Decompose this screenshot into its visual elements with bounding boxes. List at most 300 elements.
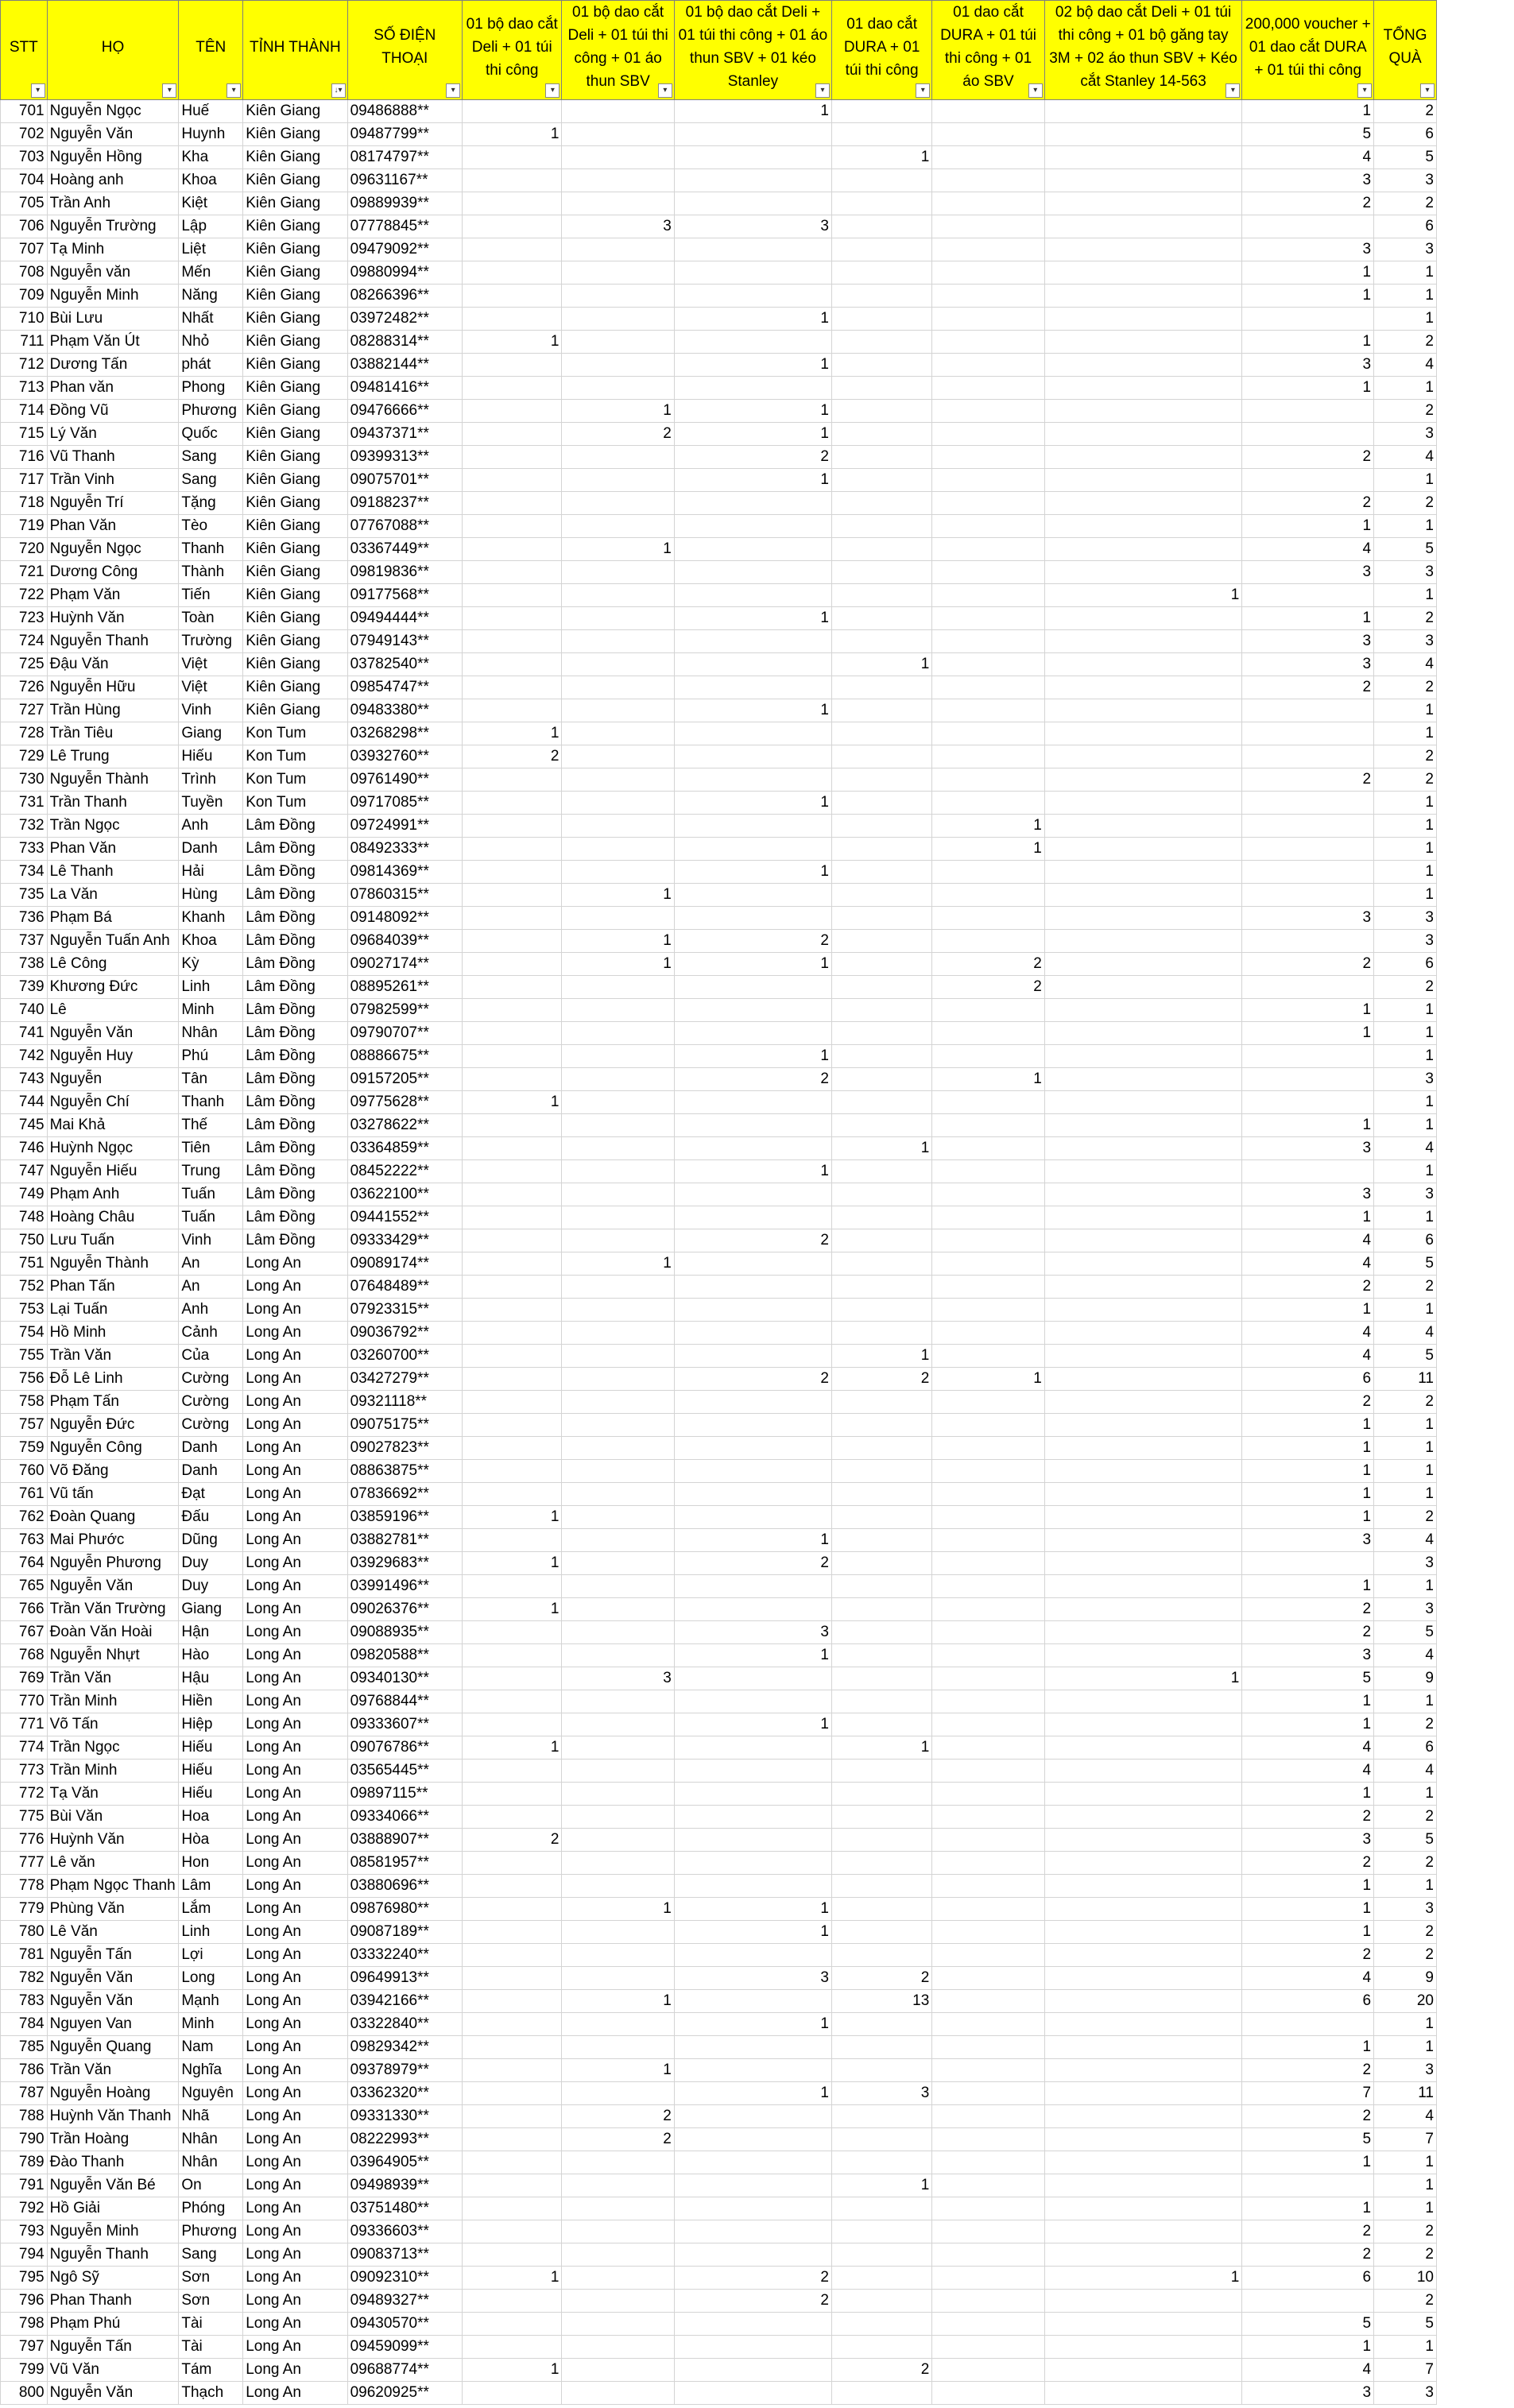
- cell-gift-3[interactable]: 1: [674, 308, 831, 331]
- cell-gift-1[interactable]: [463, 492, 562, 515]
- cell-gift-6[interactable]: [1044, 745, 1242, 768]
- cell-gift-5[interactable]: [932, 446, 1044, 469]
- cell-gift-3[interactable]: [674, 584, 831, 607]
- cell-gift-4[interactable]: [831, 953, 931, 976]
- cell-gift-4[interactable]: 1: [831, 1345, 931, 1368]
- cell-tong-qua[interactable]: 6: [1374, 1736, 1437, 1760]
- cell-ho[interactable]: Nguyễn Trí: [47, 492, 179, 515]
- cell-stt[interactable]: 755: [1, 1345, 48, 1368]
- cell-so-dien-thoai[interactable]: 08174797**: [347, 146, 463, 169]
- cell-ten[interactable]: Phú: [179, 1045, 243, 1068]
- cell-gift-6[interactable]: [1044, 1068, 1242, 1091]
- cell-gift-6[interactable]: [1044, 2313, 1242, 2336]
- cell-gift-7[interactable]: 1: [1242, 285, 1374, 308]
- cell-gift-6[interactable]: [1044, 400, 1242, 423]
- cell-gift-2[interactable]: [562, 1068, 674, 1091]
- cell-gift-4[interactable]: 2: [831, 2359, 931, 2382]
- cell-ho[interactable]: Nguyễn văn: [47, 261, 179, 285]
- cell-gift-4[interactable]: [831, 377, 931, 400]
- cell-stt[interactable]: 728: [1, 722, 48, 745]
- cell-stt[interactable]: 778: [1, 1875, 48, 1898]
- cell-tinh-thanh[interactable]: Kon Tum: [243, 768, 347, 792]
- cell-gift-6[interactable]: [1044, 1736, 1242, 1760]
- cell-gift-7[interactable]: 6: [1242, 1990, 1374, 2013]
- cell-gift-2[interactable]: [562, 1575, 674, 1598]
- cell-gift-7[interactable]: 5: [1242, 2128, 1374, 2151]
- cell-gift-4[interactable]: [831, 976, 931, 999]
- filter-dropdown-icon[interactable]: ▾: [545, 83, 560, 98]
- cell-gift-4[interactable]: [831, 1414, 931, 1437]
- cell-gift-6[interactable]: [1044, 930, 1242, 953]
- cell-ten[interactable]: Hòa: [179, 1829, 243, 1852]
- cell-gift-5[interactable]: [932, 1967, 1044, 1990]
- cell-gift-3[interactable]: [674, 2151, 831, 2174]
- cell-tong-qua[interactable]: 1: [1374, 1414, 1437, 1437]
- cell-gift-4[interactable]: [831, 100, 931, 123]
- cell-gift-3[interactable]: [674, 1460, 831, 1483]
- cell-stt[interactable]: 731: [1, 792, 48, 815]
- cell-gift-5[interactable]: [932, 1437, 1044, 1460]
- cell-gift-4[interactable]: [831, 1760, 931, 1783]
- cell-gift-3[interactable]: [674, 146, 831, 169]
- cell-tong-qua[interactable]: 4: [1374, 1760, 1437, 1783]
- cell-tinh-thanh[interactable]: Long An: [243, 1437, 347, 1460]
- cell-so-dien-thoai[interactable]: 03268298**: [347, 722, 463, 745]
- cell-ten[interactable]: Tuấn: [179, 1183, 243, 1206]
- cell-gift-5[interactable]: [932, 261, 1044, 285]
- cell-gift-1[interactable]: [463, 261, 562, 285]
- cell-stt[interactable]: 703: [1, 146, 48, 169]
- cell-tong-qua[interactable]: 2: [1374, 1276, 1437, 1299]
- cell-tinh-thanh[interactable]: Long An: [243, 1806, 347, 1829]
- cell-ho[interactable]: Khương Đức: [47, 976, 179, 999]
- cell-gift-7[interactable]: 4: [1242, 1345, 1374, 1368]
- cell-gift-6[interactable]: [1044, 2036, 1242, 2059]
- cell-ten[interactable]: Nhã: [179, 2105, 243, 2128]
- cell-tong-qua[interactable]: 2: [1374, 607, 1437, 630]
- cell-gift-1[interactable]: [463, 1921, 562, 1944]
- cell-so-dien-thoai[interactable]: 09027174**: [347, 953, 463, 976]
- cell-tinh-thanh[interactable]: Long An: [243, 1368, 347, 1391]
- cell-tinh-thanh[interactable]: Kiên Giang: [243, 446, 347, 469]
- cell-gift-6[interactable]: [1044, 123, 1242, 146]
- cell-gift-7[interactable]: 1: [1242, 1713, 1374, 1736]
- cell-so-dien-thoai[interactable]: 08222993**: [347, 2128, 463, 2151]
- cell-so-dien-thoai[interactable]: 03964905**: [347, 2151, 463, 2174]
- cell-so-dien-thoai[interactable]: 09483380**: [347, 699, 463, 722]
- cell-gift-7[interactable]: 1: [1242, 515, 1374, 538]
- cell-ho[interactable]: Đoàn Văn Hoài: [47, 1621, 179, 1644]
- cell-stt[interactable]: 762: [1, 1506, 48, 1529]
- cell-gift-5[interactable]: [932, 1391, 1044, 1414]
- cell-gift-4[interactable]: [831, 1276, 931, 1299]
- cell-gift-6[interactable]: [1044, 261, 1242, 285]
- cell-tong-qua[interactable]: 4: [1374, 1137, 1437, 1160]
- cell-ho[interactable]: Trần Ngọc: [47, 1736, 179, 1760]
- cell-gift-7[interactable]: 4: [1242, 1252, 1374, 1276]
- cell-tinh-thanh[interactable]: Long An: [243, 1598, 347, 1621]
- cell-gift-1[interactable]: [463, 192, 562, 215]
- cell-tong-qua[interactable]: 2: [1374, 1852, 1437, 1875]
- cell-gift-6[interactable]: 1: [1044, 584, 1242, 607]
- cell-gift-4[interactable]: [831, 423, 931, 446]
- cell-gift-7[interactable]: 2: [1242, 1944, 1374, 1967]
- cell-stt[interactable]: 760: [1, 1460, 48, 1483]
- cell-gift-7[interactable]: 1: [1242, 1022, 1374, 1045]
- cell-gift-2[interactable]: [562, 584, 674, 607]
- cell-gift-1[interactable]: [463, 1322, 562, 1345]
- cell-gift-4[interactable]: [831, 354, 931, 377]
- cell-so-dien-thoai[interactable]: 09083713**: [347, 2243, 463, 2267]
- cell-gift-6[interactable]: [1044, 1690, 1242, 1713]
- cell-gift-3[interactable]: 1: [674, 423, 831, 446]
- cell-ten[interactable]: Việt: [179, 676, 243, 699]
- cell-stt[interactable]: 736: [1, 907, 48, 930]
- cell-stt[interactable]: 781: [1, 1944, 48, 1967]
- cell-gift-6[interactable]: [1044, 1483, 1242, 1506]
- cell-gift-7[interactable]: [1242, 815, 1374, 838]
- cell-gift-5[interactable]: [932, 2359, 1044, 2382]
- cell-ho[interactable]: Hồ Minh: [47, 1322, 179, 1345]
- cell-gift-1[interactable]: [463, 1967, 562, 1990]
- cell-gift-5[interactable]: [932, 1598, 1044, 1621]
- cell-gift-1[interactable]: 1: [463, 1552, 562, 1575]
- cell-tinh-thanh[interactable]: Lâm Đồng: [243, 930, 347, 953]
- cell-stt[interactable]: 714: [1, 400, 48, 423]
- cell-ho[interactable]: Nguyễn Chí: [47, 1091, 179, 1114]
- cell-so-dien-thoai[interactable]: 09889939**: [347, 192, 463, 215]
- cell-stt[interactable]: 702: [1, 123, 48, 146]
- cell-tinh-thanh[interactable]: Long An: [243, 2105, 347, 2128]
- cell-gift-7[interactable]: 5: [1242, 123, 1374, 146]
- cell-gift-6[interactable]: [1044, 1598, 1242, 1621]
- cell-gift-5[interactable]: [932, 584, 1044, 607]
- cell-stt[interactable]: 704: [1, 169, 48, 192]
- cell-ten[interactable]: Tặng: [179, 492, 243, 515]
- cell-gift-1[interactable]: [463, 1483, 562, 1506]
- cell-stt[interactable]: 742: [1, 1045, 48, 1068]
- cell-so-dien-thoai[interactable]: 08886675**: [347, 1045, 463, 1068]
- cell-ten[interactable]: Giang: [179, 1598, 243, 1621]
- cell-ho[interactable]: Đồng Vũ: [47, 400, 179, 423]
- cell-so-dien-thoai[interactable]: 09724991**: [347, 815, 463, 838]
- cell-gift-4[interactable]: [831, 261, 931, 285]
- cell-ten[interactable]: Danh: [179, 1460, 243, 1483]
- cell-tinh-thanh[interactable]: Kiên Giang: [243, 492, 347, 515]
- cell-gift-3[interactable]: [674, 238, 831, 261]
- cell-stt[interactable]: 794: [1, 2243, 48, 2267]
- cell-gift-2[interactable]: [562, 815, 674, 838]
- cell-gift-6[interactable]: [1044, 354, 1242, 377]
- cell-tinh-thanh[interactable]: Long An: [243, 1829, 347, 1852]
- cell-gift-6[interactable]: [1044, 1990, 1242, 2013]
- cell-gift-4[interactable]: [831, 1852, 931, 1875]
- cell-gift-2[interactable]: [562, 1345, 674, 1368]
- cell-ten[interactable]: Vinh: [179, 699, 243, 722]
- cell-gift-3[interactable]: [674, 538, 831, 561]
- cell-gift-6[interactable]: [1044, 607, 1242, 630]
- cell-ten[interactable]: Quốc: [179, 423, 243, 446]
- cell-gift-7[interactable]: 1: [1242, 2036, 1374, 2059]
- cell-gift-3[interactable]: [674, 1575, 831, 1598]
- cell-tong-qua[interactable]: 3: [1374, 238, 1437, 261]
- cell-so-dien-thoai[interactable]: 08895261**: [347, 976, 463, 999]
- cell-gift-1[interactable]: 2: [463, 745, 562, 768]
- cell-ho[interactable]: Phùng Văn: [47, 1898, 179, 1921]
- cell-tong-qua[interactable]: 1: [1374, 2151, 1437, 2174]
- cell-gift-5[interactable]: [932, 1921, 1044, 1944]
- cell-ho[interactable]: Mai Phước: [47, 1529, 179, 1552]
- cell-gift-3[interactable]: [674, 1598, 831, 1621]
- cell-gift-7[interactable]: [1242, 215, 1374, 238]
- cell-gift-5[interactable]: [932, 1529, 1044, 1552]
- cell-gift-2[interactable]: [562, 1875, 674, 1898]
- cell-tong-qua[interactable]: 5: [1374, 1252, 1437, 1276]
- cell-ho[interactable]: Trần Tiêu: [47, 722, 179, 745]
- cell-gift-2[interactable]: [562, 1022, 674, 1045]
- cell-tinh-thanh[interactable]: Long An: [243, 1760, 347, 1783]
- cell-so-dien-thoai[interactable]: 07949143**: [347, 630, 463, 653]
- cell-gift-4[interactable]: [831, 515, 931, 538]
- cell-gift-5[interactable]: [932, 492, 1044, 515]
- cell-gift-5[interactable]: [932, 1345, 1044, 1368]
- cell-tinh-thanh[interactable]: Long An: [243, 1713, 347, 1736]
- cell-tinh-thanh[interactable]: Kiên Giang: [243, 354, 347, 377]
- cell-ho[interactable]: Nguyễn Huy: [47, 1045, 179, 1068]
- cell-gift-4[interactable]: [831, 745, 931, 768]
- cell-gift-6[interactable]: [1044, 423, 1242, 446]
- cell-ho[interactable]: Trần Văn: [47, 1345, 179, 1368]
- cell-ten[interactable]: Tuyền: [179, 792, 243, 815]
- cell-tinh-thanh[interactable]: Kiên Giang: [243, 561, 347, 584]
- cell-gift-5[interactable]: [932, 1944, 1044, 1967]
- cell-gift-4[interactable]: [831, 1713, 931, 1736]
- cell-gift-4[interactable]: [831, 492, 931, 515]
- cell-gift-3[interactable]: [674, 2220, 831, 2243]
- cell-ten[interactable]: Khoa: [179, 930, 243, 953]
- cell-gift-4[interactable]: [831, 1875, 931, 1898]
- cell-gift-6[interactable]: [1044, 1506, 1242, 1529]
- cell-gift-5[interactable]: [932, 2151, 1044, 2174]
- cell-so-dien-thoai[interactable]: 09814369**: [347, 861, 463, 884]
- cell-gift-5[interactable]: [932, 2013, 1044, 2036]
- cell-gift-6[interactable]: [1044, 238, 1242, 261]
- cell-gift-5[interactable]: [932, 2105, 1044, 2128]
- cell-gift-4[interactable]: [831, 676, 931, 699]
- cell-gift-6[interactable]: [1044, 1022, 1242, 1045]
- cell-gift-7[interactable]: [1242, 699, 1374, 722]
- cell-tong-qua[interactable]: 1: [1374, 1575, 1437, 1598]
- cell-stt[interactable]: 715: [1, 423, 48, 446]
- cell-gift-7[interactable]: 1: [1242, 1875, 1374, 1898]
- cell-gift-3[interactable]: 1: [674, 469, 831, 492]
- cell-gift-7[interactable]: 1: [1242, 2336, 1374, 2359]
- cell-gift-2[interactable]: [562, 1921, 674, 1944]
- cell-gift-4[interactable]: 1: [831, 146, 931, 169]
- cell-ten[interactable]: Linh: [179, 976, 243, 999]
- cell-so-dien-thoai[interactable]: 03991496**: [347, 1575, 463, 1598]
- cell-ho[interactable]: Nguyễn Thành: [47, 768, 179, 792]
- cell-ho[interactable]: Lê văn: [47, 1852, 179, 1875]
- cell-gift-4[interactable]: [831, 1483, 931, 1506]
- cell-ten[interactable]: Hiếu: [179, 1783, 243, 1806]
- cell-gift-3[interactable]: [674, 676, 831, 699]
- cell-tong-qua[interactable]: 11: [1374, 1368, 1437, 1391]
- cell-tinh-thanh[interactable]: Long An: [243, 1552, 347, 1575]
- cell-ten[interactable]: Lâm: [179, 1875, 243, 1898]
- cell-gift-6[interactable]: [1044, 1760, 1242, 1783]
- cell-tinh-thanh[interactable]: Long An: [243, 2128, 347, 2151]
- cell-gift-7[interactable]: [1242, 1160, 1374, 1183]
- cell-gift-1[interactable]: [463, 1114, 562, 1137]
- cell-gift-1[interactable]: [463, 1690, 562, 1713]
- cell-gift-2[interactable]: [562, 1460, 674, 1483]
- cell-gift-2[interactable]: [562, 861, 674, 884]
- cell-gift-2[interactable]: [562, 2151, 674, 2174]
- cell-gift-2[interactable]: 2: [562, 2105, 674, 2128]
- cell-gift-2[interactable]: [562, 2359, 674, 2382]
- cell-tong-qua[interactable]: 2: [1374, 2243, 1437, 2267]
- cell-gift-7[interactable]: 4: [1242, 2359, 1374, 2382]
- cell-gift-7[interactable]: 3: [1242, 2382, 1374, 2405]
- cell-tinh-thanh[interactable]: Kiên Giang: [243, 377, 347, 400]
- cell-tong-qua[interactable]: 20: [1374, 1990, 1437, 2013]
- cell-ten[interactable]: Phóng: [179, 2197, 243, 2220]
- cell-gift-2[interactable]: [562, 1206, 674, 1229]
- cell-gift-4[interactable]: [831, 999, 931, 1022]
- cell-so-dien-thoai[interactable]: 09089174**: [347, 1252, 463, 1276]
- cell-ho[interactable]: Võ Đăng: [47, 1460, 179, 1483]
- cell-gift-2[interactable]: [562, 1967, 674, 1990]
- cell-gift-4[interactable]: [831, 1206, 931, 1229]
- cell-tong-qua[interactable]: 2: [1374, 1944, 1437, 1967]
- cell-tong-qua[interactable]: 5: [1374, 1621, 1437, 1644]
- cell-gift-2[interactable]: [562, 630, 674, 653]
- cell-stt[interactable]: 799: [1, 2359, 48, 2382]
- cell-ho[interactable]: Dương Công: [47, 561, 179, 584]
- cell-ho[interactable]: Nguyễn Quang: [47, 2036, 179, 2059]
- cell-gift-5[interactable]: [932, 1875, 1044, 1898]
- cell-gift-2[interactable]: [562, 1783, 674, 1806]
- cell-tong-qua[interactable]: 1: [1374, 308, 1437, 331]
- cell-gift-3[interactable]: [674, 1806, 831, 1829]
- cell-tong-qua[interactable]: 3: [1374, 1598, 1437, 1621]
- cell-gift-4[interactable]: [831, 2382, 931, 2405]
- cell-ho[interactable]: Nguyễn Văn: [47, 1022, 179, 1045]
- cell-gift-4[interactable]: [831, 192, 931, 215]
- cell-gift-1[interactable]: [463, 1529, 562, 1552]
- cell-ten[interactable]: Hải: [179, 861, 243, 884]
- cell-so-dien-thoai[interactable]: 09177568**: [347, 584, 463, 607]
- cell-gift-4[interactable]: [831, 1690, 931, 1713]
- cell-ten[interactable]: Sang: [179, 446, 243, 469]
- cell-gift-5[interactable]: [932, 699, 1044, 722]
- cell-gift-2[interactable]: [562, 1322, 674, 1345]
- cell-gift-2[interactable]: [562, 1506, 674, 1529]
- cell-ten[interactable]: Năng: [179, 285, 243, 308]
- cell-tinh-thanh[interactable]: Long An: [243, 1506, 347, 1529]
- cell-gift-5[interactable]: [932, 1736, 1044, 1760]
- cell-gift-4[interactable]: [831, 630, 931, 653]
- cell-stt[interactable]: 772: [1, 1783, 48, 1806]
- cell-stt[interactable]: 791: [1, 2174, 48, 2197]
- cell-ho[interactable]: Nguyễn Văn: [47, 1575, 179, 1598]
- cell-gift-6[interactable]: [1044, 1276, 1242, 1299]
- cell-tong-qua[interactable]: 2: [1374, 492, 1437, 515]
- cell-tinh-thanh[interactable]: Kiên Giang: [243, 285, 347, 308]
- cell-gift-5[interactable]: [932, 100, 1044, 123]
- cell-gift-2[interactable]: [562, 2013, 674, 2036]
- cell-so-dien-thoai[interactable]: 08863875**: [347, 1460, 463, 1483]
- cell-stt[interactable]: 738: [1, 953, 48, 976]
- cell-ten[interactable]: An: [179, 1252, 243, 1276]
- cell-tinh-thanh[interactable]: Long An: [243, 2197, 347, 2220]
- cell-gift-4[interactable]: [831, 1644, 931, 1667]
- cell-gift-3[interactable]: [674, 1506, 831, 1529]
- cell-ho[interactable]: Trần Minh: [47, 1690, 179, 1713]
- cell-gift-2[interactable]: [562, 1529, 674, 1552]
- cell-gift-6[interactable]: [1044, 1160, 1242, 1183]
- cell-tong-qua[interactable]: 5: [1374, 1829, 1437, 1852]
- cell-gift-1[interactable]: [463, 515, 562, 538]
- cell-ho[interactable]: Nguyễn Văn: [47, 1990, 179, 2013]
- cell-gift-7[interactable]: 2: [1242, 492, 1374, 515]
- cell-gift-6[interactable]: [1044, 1091, 1242, 1114]
- cell-gift-7[interactable]: 2: [1242, 953, 1374, 976]
- cell-ho[interactable]: Đoàn Quang: [47, 1506, 179, 1529]
- cell-ho[interactable]: Nguyễn Hoàng: [47, 2082, 179, 2105]
- cell-ten[interactable]: Trình: [179, 768, 243, 792]
- cell-gift-3[interactable]: [674, 2243, 831, 2267]
- cell-gift-4[interactable]: [831, 1114, 931, 1137]
- cell-gift-5[interactable]: [932, 1783, 1044, 1806]
- cell-gift-7[interactable]: 1: [1242, 1898, 1374, 1921]
- cell-gift-3[interactable]: [674, 838, 831, 861]
- cell-gift-2[interactable]: [562, 2267, 674, 2290]
- cell-gift-7[interactable]: 3: [1242, 561, 1374, 584]
- cell-gift-1[interactable]: [463, 538, 562, 561]
- cell-gift-6[interactable]: [1044, 2151, 1242, 2174]
- cell-ten[interactable]: Đạt: [179, 1483, 243, 1506]
- cell-gift-5[interactable]: [932, 123, 1044, 146]
- cell-ho[interactable]: Nguyễn Ngọc: [47, 100, 179, 123]
- cell-so-dien-thoai[interactable]: 03932760**: [347, 745, 463, 768]
- cell-gift-6[interactable]: [1044, 2336, 1242, 2359]
- cell-gift-5[interactable]: [932, 238, 1044, 261]
- cell-ho[interactable]: Hoàng anh: [47, 169, 179, 192]
- cell-ten[interactable]: Việt: [179, 653, 243, 676]
- cell-so-dien-thoai[interactable]: 09684039**: [347, 930, 463, 953]
- cell-stt[interactable]: 707: [1, 238, 48, 261]
- cell-so-dien-thoai[interactable]: 03260700**: [347, 1345, 463, 1368]
- cell-tinh-thanh[interactable]: Long An: [243, 1345, 347, 1368]
- cell-gift-6[interactable]: [1044, 1967, 1242, 1990]
- cell-tinh-thanh[interactable]: Long An: [243, 1736, 347, 1760]
- cell-so-dien-thoai[interactable]: 09768844**: [347, 1690, 463, 1713]
- cell-so-dien-thoai[interactable]: 09441552**: [347, 1206, 463, 1229]
- cell-gift-6[interactable]: [1044, 1322, 1242, 1345]
- cell-ten[interactable]: Anh: [179, 1299, 243, 1322]
- cell-gift-3[interactable]: [674, 377, 831, 400]
- cell-gift-7[interactable]: 1: [1242, 261, 1374, 285]
- cell-tinh-thanh[interactable]: Long An: [243, 2220, 347, 2243]
- cell-gift-2[interactable]: [562, 792, 674, 815]
- cell-gift-1[interactable]: [463, 1644, 562, 1667]
- cell-so-dien-thoai[interactable]: 03565445**: [347, 1760, 463, 1783]
- cell-gift-2[interactable]: [562, 1736, 674, 1760]
- cell-tong-qua[interactable]: 1: [1374, 1483, 1437, 1506]
- cell-gift-5[interactable]: [932, 1621, 1044, 1644]
